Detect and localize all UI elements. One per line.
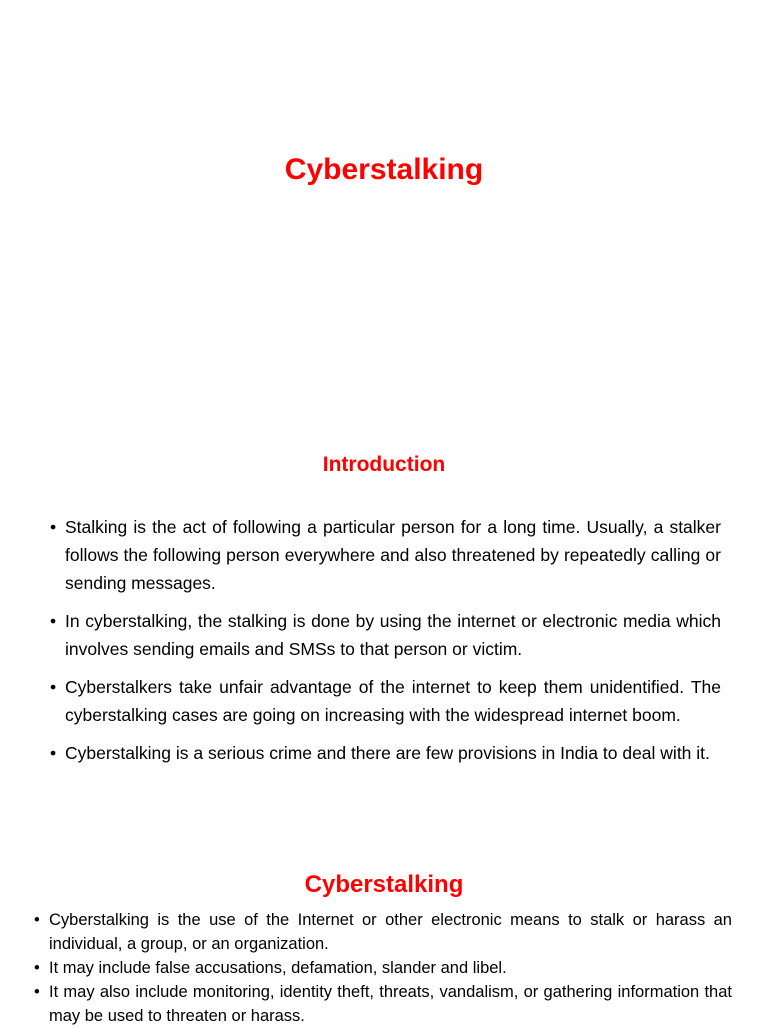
section-title-cyberstalking: Cyberstalking: [304, 871, 464, 898]
list-item: [50, 607, 721, 663]
bullet-text: Cyberstalking is the use of the Internet or other electronic means to stalk or harass an individual, a group, or an organization.: [49, 911, 732, 953]
bullet-icon: •: [34, 911, 40, 929]
bullet-icon: •: [34, 983, 40, 1001]
bullet-text: Cyberstalking is a serious crime and there are few provisions in India to deal with it.: [65, 743, 710, 763]
introduction-bullet-list: [50, 513, 721, 777]
bullet-icon: •: [50, 517, 57, 537]
bullet-icon: •: [50, 611, 57, 631]
bullet-icon: •: [34, 959, 40, 977]
slide-title-cyberstalking: Cyberstalking: [284, 153, 484, 186]
section-title-introduction: Introduction: [322, 453, 446, 476]
cyberstalking-bullet-list: [34, 908, 732, 1028]
list-item: [50, 739, 721, 767]
list-item: [34, 956, 732, 980]
bullet-text: Cyberstalkers take unfair advantage of the internet to keep them unidentified. The cyberstalking cases are going on increasing with the widespread internet boom.: [65, 677, 721, 725]
bullet-text: Stalking is the act of following a particular person for a long time. Usually, a stalker follows the following person everywhere and also threatened by repeatedly calling or sending messages.: [65, 517, 721, 593]
bullet-text: It may also include monitoring, identity theft, threats, vandalism, or gathering information that may be used to threaten or harass.: [49, 983, 732, 1025]
list-item: [50, 673, 721, 729]
list-item: [34, 980, 732, 1028]
bullet-icon: •: [50, 743, 57, 763]
bullet-text: It may include false accusations, defamation, slander and libel.: [49, 959, 507, 977]
bullet-text: In cyberstalking, the stalking is done by using the internet or electronic media which involves sending emails and SMSs to that person or victim.: [65, 611, 721, 659]
list-item: [34, 908, 732, 956]
bullet-icon: •: [50, 677, 57, 697]
list-item: [50, 513, 721, 597]
